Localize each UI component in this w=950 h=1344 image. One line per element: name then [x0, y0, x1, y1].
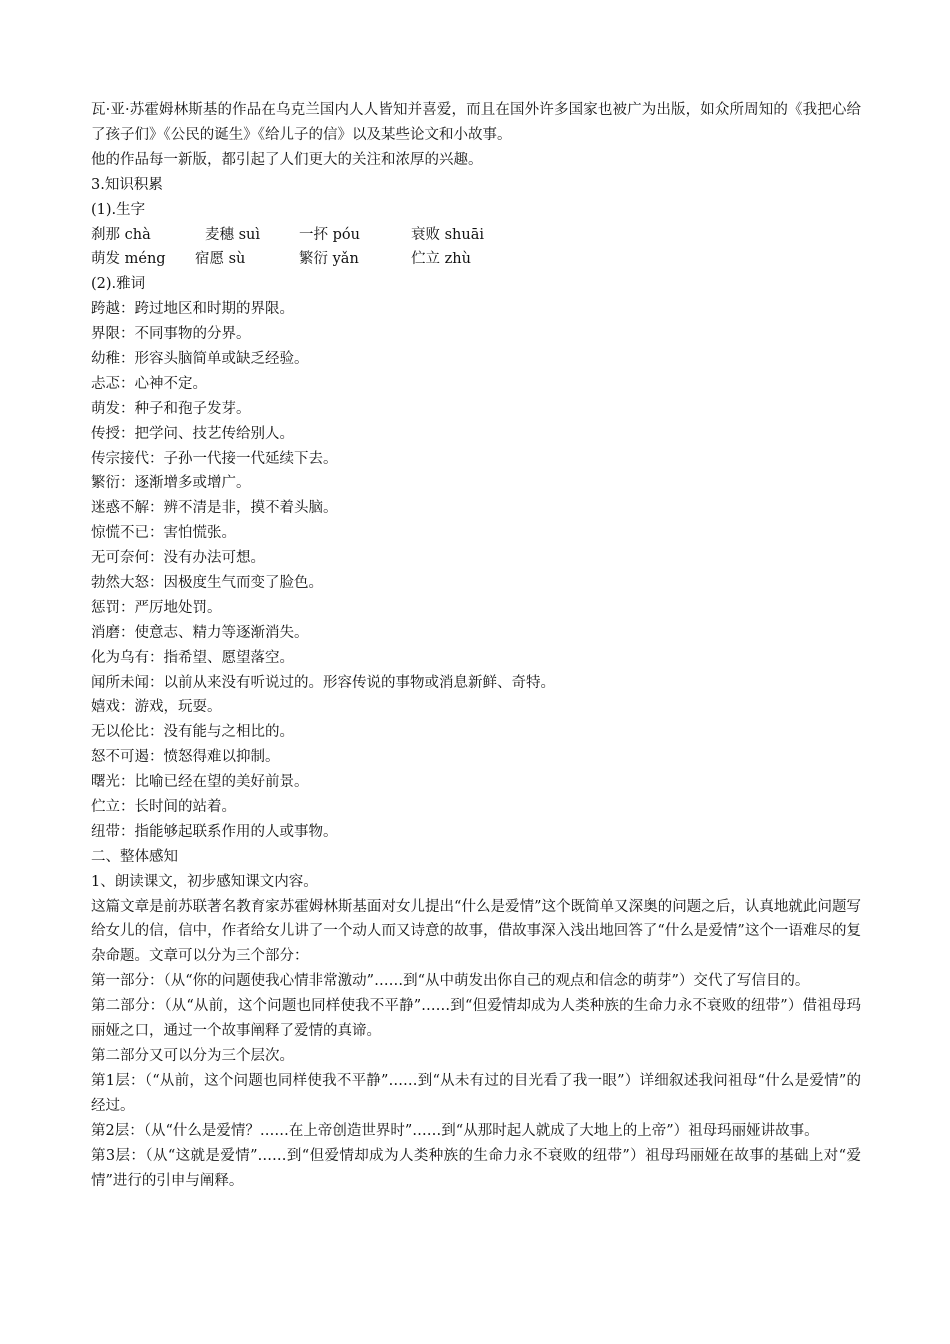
character-item: 萌发 méng	[91, 251, 166, 268]
subsection-heading: (1).生字	[91, 201, 146, 218]
body-paragraph: 第2层：（从“什么是爱情？……在上帝创造世界时”……到“从那时起人就成了大地上的上帝”）祖母玛丽娅讲故事。	[91, 1122, 819, 1139]
vocab-item: 惩罚：严厉地处罚。	[91, 599, 222, 616]
body-paragraph: 第一部分：（从“你的问题使我心情非常激动”……到“从中萌发出你自己的观点和信念的萌芽”）交代了写信目的。	[91, 973, 810, 990]
body-paragraph: 这篇文章是前苏联著名教育家苏霍姆林斯基面对女儿提出“什么是爱情”这个既简单又深奥的问题之后，认真地就此问题写给女儿的信，信中，作者给女儿讲了一个动人而又诗意的故事，借故事深入浅出地回答了“什么是爱情”这个一语难尽的复杂命题。文章可以分为三个部分：	[91, 898, 861, 965]
section-heading: 3.知识积累	[91, 176, 163, 193]
vocab-item: 化为乌有：指希望、愿望落空。	[91, 649, 294, 666]
vocab-item: 嬉戏：游戏，玩耍。	[91, 699, 222, 716]
vocab-item: 传授：把学问、技艺传给别人。	[91, 425, 294, 442]
subsection-heading: 1、朗读课文，初步感知课文内容。	[91, 873, 318, 890]
vocab-item: 无可奈何：没有办法可想。	[91, 550, 265, 567]
body-paragraph: 第二部分：（从“从前，这个问题也同样使我不平静”……到“但爱情却成为人类种族的生命力永不衰败的纽带”）借祖母玛丽娅之口，通过一个故事阐释了爱情的真谛。	[91, 998, 861, 1040]
vocab-item: 曙光：比喻已经在望的美好前景。	[91, 774, 309, 791]
character-item: 刹那 chà	[91, 226, 151, 243]
vocab-item: 勃然大怒：因极度生气而变了脸色。	[91, 574, 323, 591]
vocab-item: 闻所未闻：以前从来没有听说过的。形容传说的事物或消息新鲜、奇特。	[91, 674, 555, 691]
character-item: 伫立 zhù	[411, 251, 471, 268]
character-item: 一抔 póu	[299, 226, 360, 243]
vocab-item: 纽带：指能够起联系作用的人或事物。	[91, 823, 338, 840]
character-item: 繁衍 yǎn	[299, 251, 359, 268]
character-item: 宿愿 sù	[195, 251, 246, 268]
vocab-item: 迷惑不解：辨不清是非，摸不着头脑。	[91, 500, 338, 517]
vocab-item: 传宗接代：子孙一代接一代延续下去。	[91, 450, 338, 467]
vocab-item: 无以伦比：没有能与之相比的。	[91, 724, 294, 741]
body-paragraph: 第3层：（从“这就是爱情”……到“但爱情却成为人类种族的生命力永不衰败的纽带”）祖母玛丽娅在故事的基础上对“爱情”进行的引申与阐释。	[91, 1147, 861, 1189]
vocab-item: 忐忑：心神不定。	[91, 375, 207, 392]
section-heading: 二、整体感知	[91, 848, 178, 865]
vocab-item: 界限：不同事物的分界。	[91, 326, 251, 343]
character-item: 衰败 shuāi	[411, 226, 485, 243]
vocab-item: 消磨：使意志、精力等逐渐消失。	[91, 624, 309, 641]
body-paragraph: 第二部分又可以分为三个层次。	[91, 1047, 294, 1064]
document-page	[91, 98, 861, 1193]
intro-paragraph: 他的作品每一新版，都引起了人们更大的关注和浓厚的兴趣。	[91, 151, 483, 168]
subsection-heading: (2).雅词	[91, 276, 146, 293]
intro-paragraph: 瓦·亚·苏霍姆林斯基的作品在乌克兰国内人人皆知并喜爱，而且在国外许多国家也被广为出版，如众所周知的《我把心给了孩子们》《公民的诞生》《给儿子的信》以及某些论文和小故事。	[91, 102, 861, 143]
body-paragraph: 第1层：（“从前，这个问题也同样使我不平静”……到“从未有过的目光看了我一眼”）详细叙述我问祖母“什么是爱情”的经过。	[91, 1072, 861, 1114]
character-row	[91, 247, 861, 272]
vocab-item: 繁衍：逐渐增多或增广。	[91, 475, 251, 492]
vocab-item: 惊慌不已：害怕慌张。	[91, 525, 236, 542]
vocab-list	[91, 297, 861, 845]
vocab-item: 萌发：种子和孢子发芽。	[91, 400, 251, 417]
character-row	[91, 223, 861, 248]
character-item: 麦穗 suì	[205, 226, 261, 243]
vocab-item: 怒不可遏：愤怒得难以抑制。	[91, 749, 280, 766]
vocab-item: 幼稚：形容头脑简单或缺乏经验。	[91, 350, 309, 367]
vocab-item: 伫立：长时间的站着。	[91, 798, 236, 815]
vocab-item: 跨越：跨过地区和时期的界限。	[91, 301, 294, 318]
